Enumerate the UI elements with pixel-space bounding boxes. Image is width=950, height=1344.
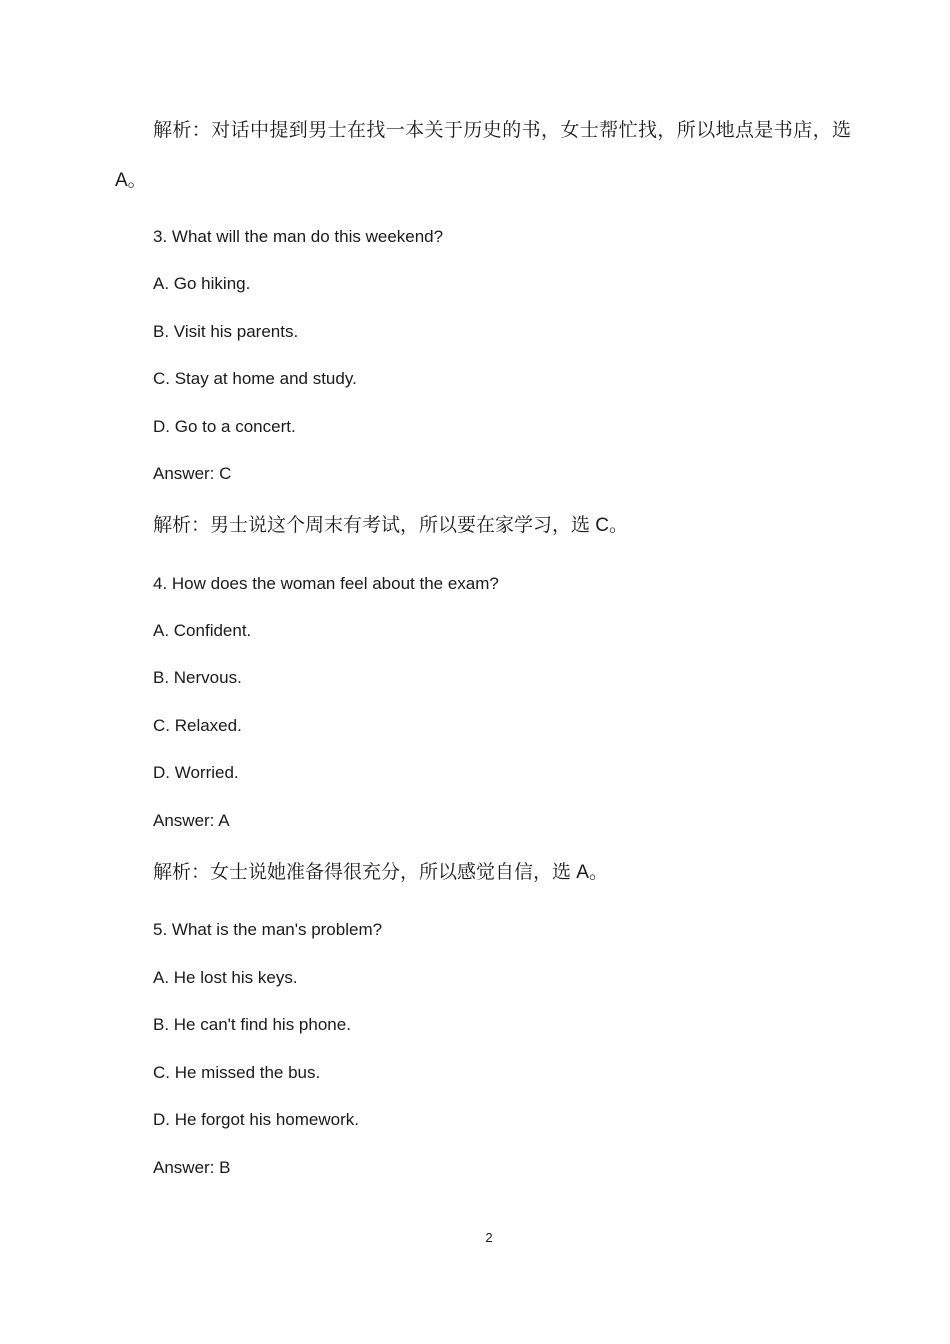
question-4-option-a: A. Confident. — [153, 621, 252, 640]
question-3-answer: Answer: C — [153, 464, 232, 483]
question-4-option-c: C. Relaxed. — [153, 716, 242, 735]
question-5-option-d: D. He forgot his homework. — [153, 1110, 359, 1129]
question-5-text: 5. What is the man's problem? — [153, 920, 383, 939]
question-3-option-b: B. Visit his parents. — [153, 322, 299, 341]
question-3-option-c: C. Stay at home and study. — [153, 369, 357, 388]
analysis-q2-line1: 解析：对话中提到男士在找一本关于历史的书，女士帮忙找，所以地点是书店，选 — [153, 120, 852, 141]
question-3-option-a: A. Go hiking. — [153, 274, 251, 293]
question-3-analysis: 解析：男士说这个周末有考试，所以要在家学习，选 C。 — [153, 515, 629, 536]
question-5-option-b: B. He can't find his phone. — [153, 1015, 351, 1034]
question-4-option-d: D. Worried. — [153, 763, 239, 782]
question-4-option-b: B. Nervous. — [153, 668, 242, 687]
question-5-option-a: A. He lost his keys. — [153, 968, 298, 987]
question-3-option-d: D. Go to a concert. — [153, 417, 296, 436]
question-5-answer: Answer: B — [153, 1158, 231, 1177]
analysis-q2-line2: A。 — [115, 170, 147, 191]
question-4-analysis: 解析：女士说她准备得很充分，所以感觉自信，选 A。 — [153, 862, 608, 883]
page-number: 2 — [485, 1230, 493, 1245]
question-4-answer: Answer: A — [153, 811, 230, 830]
question-5-option-c: C. He missed the bus. — [153, 1063, 321, 1082]
question-4-text: 4. How does the woman feel about the exam? — [153, 574, 499, 593]
question-3-text: 3. What will the man do this weekend? — [153, 227, 444, 246]
